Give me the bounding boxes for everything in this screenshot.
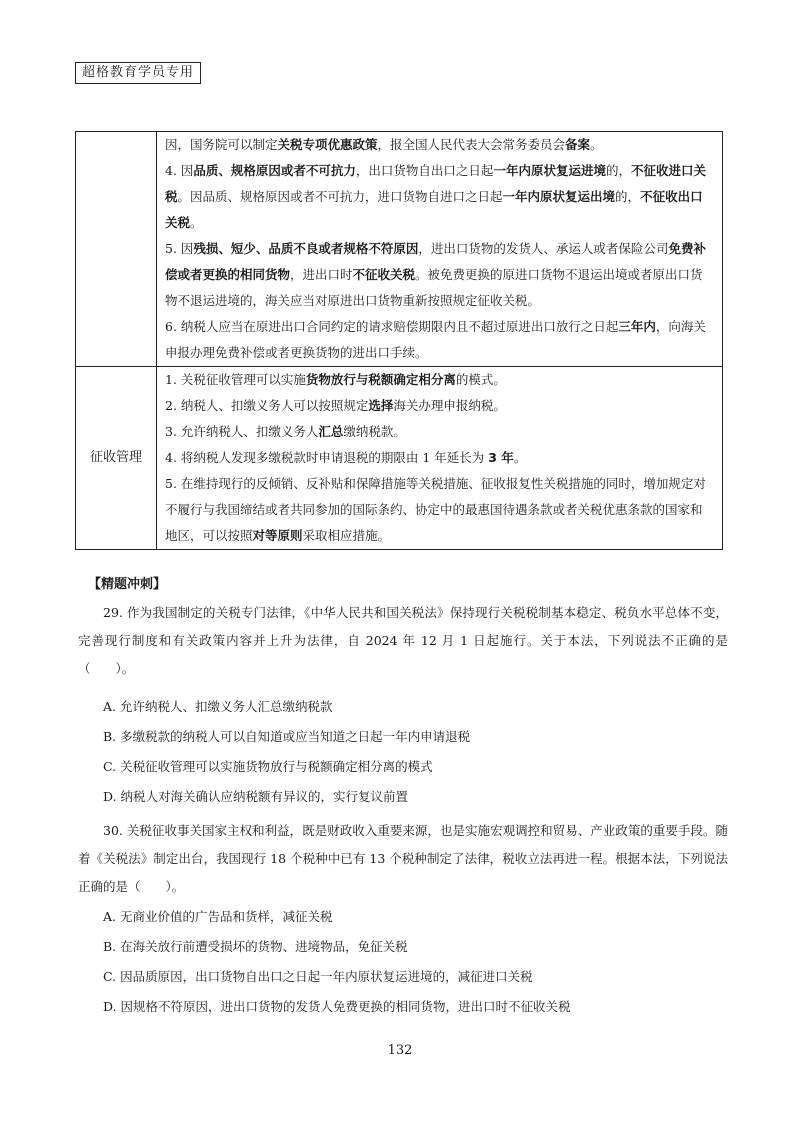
q30-option-c: C. 因品质原因，出口货物自出口之日起一年内原状复运进境的，减征进口关税	[103, 969, 533, 984]
text-run: 4. 将纳税人发现多缴税款时申请退税的期限由 1 年延长为	[165, 450, 489, 465]
text-run: ，向海关申报办理免费补偿或者更换货物的进出口手续。	[165, 319, 706, 360]
text-run: 。	[190, 215, 203, 230]
bold-text: 不征收进口关税	[165, 163, 706, 204]
row-content-collection	[157, 367, 723, 550]
para-r2-0	[165, 367, 714, 393]
q29-option-a: A. 允许纳税人、扣缴义务人汇总缴纳税款	[103, 699, 333, 714]
table-row-preferential	[76, 132, 723, 367]
bold-text: 不征收出口关税	[165, 189, 703, 230]
text-run: 。	[513, 450, 527, 465]
text-run: 的，	[615, 189, 641, 204]
section-title: 【精题冲刺】	[88, 577, 167, 592]
text-run: ，进出口时	[290, 267, 353, 282]
para-r1-0	[165, 132, 714, 158]
question-29-stem	[78, 599, 728, 683]
para-r2-2	[165, 419, 714, 445]
row-content-preferential	[157, 132, 723, 367]
bold-text: 一年内原状复运进境	[493, 163, 606, 178]
bold-text: 不征收关税	[352, 267, 416, 282]
q29-stem-text: 29. 作为我国制定的关税专门法律，《中华人民共和国关税法》保持现行关税税制基本稳定、税负水平总体不变，完善现行制度和有关政策内容并上升为法律，自 2024 年 12 月 1 日起施行。关于本法，下列说法不正确的是（ ）。	[78, 605, 728, 676]
q30-stem-text: 30. 关税征收事关国家主权和利益，既是财政收入重要来源，也是实施宏观调控和贸易、产业政策的重要手段。随着《关税法》制定出台，我国现行 18 个税种中已有 13 个税种制定了法律，税收立法再进一程。根据本法，下列说法正确的是（ ）。	[78, 823, 728, 894]
q30-option-a: A. 无商业价值的广告品和货样，减征关税	[103, 909, 333, 924]
q30-option-d: D. 因规格不符原因，进出口货物的发货人免费更换的相同货物，进出口时不征收关税	[103, 999, 571, 1014]
para-r1-3	[165, 314, 714, 366]
text-run: 的模式。	[455, 372, 506, 387]
row-label-empty	[76, 132, 157, 367]
text-run: 缴纳税款。	[343, 424, 406, 439]
para-r1-1	[165, 158, 714, 236]
text-run: 5. 在维持现行的反倾销、反补贴和保障措施等关税措施、征收报复性关税措施的同时，增加规定对不履行与我国缔结或者共同参加的国际条约、协定中的最惠国待遇条款或者关税优惠条款的国家和地区，可以按照	[165, 476, 706, 543]
table-row-collection	[76, 367, 723, 550]
bold-text: 三年内	[618, 319, 656, 334]
para-r1-2	[165, 236, 714, 314]
bold-text: 货物放行与税额确定相分离	[305, 372, 456, 387]
text-run: 。被免费更换的原进口货物不退运出境或者原出口货物不退运进境的，海关应当对原进出口货物重新按照规定征收关税。	[165, 267, 703, 308]
bold-text: 关税专项优惠政策	[277, 137, 378, 152]
bold-text: 一年内原状复运出境	[502, 189, 616, 204]
text-run: 4. 因	[165, 163, 194, 178]
page-number: 132	[387, 1043, 413, 1058]
bold-text: 品质、规格原因或者不可抗力	[193, 163, 356, 178]
q30-option-b: B. 在海关放行前遭受损坏的货物、进境物品，免征关税	[103, 939, 408, 954]
text-run: ，出口货物自出口之日起	[355, 163, 494, 178]
para-r2-4	[165, 471, 714, 549]
member-only-tag: 超格教育学员专用	[75, 62, 201, 84]
tariff-table	[75, 131, 723, 550]
bold-text: 免费补偿或者更换的相同货物	[165, 241, 706, 282]
text-run: 5. 因	[165, 241, 194, 256]
text-run: 1. 关税征收管理可以实施	[165, 372, 306, 387]
bold-text: 备案	[565, 137, 591, 152]
bold-text: 残损、短少、品质不良或者规格不符原因	[193, 241, 419, 256]
text-run: ，报全国人民代表大会常务委员会	[377, 137, 566, 152]
text-run: 6. 纳税人应当在原进出口合同约定的请求赔偿期限内且不超过原进出口放行之日起	[165, 319, 619, 334]
text-run: 因，国务院可以制定	[165, 137, 278, 152]
bold-text: 汇总	[318, 424, 344, 439]
text-run: ，进出口货物的发货人、承运人或者保险公司	[418, 241, 669, 256]
para-r2-3	[165, 445, 714, 471]
text-run: 海关办理申报纳税。	[393, 398, 506, 413]
bold-text: 对等原则	[252, 528, 303, 543]
q29-option-b: B. 多缴税款的纳税人可以自知道或应当知道之日起一年内申请退税	[103, 729, 471, 744]
text-run: 采取相应措施。	[302, 528, 391, 543]
text-run: 的，	[605, 163, 631, 178]
q29-option-d: D. 纳税人对海关确认应纳税额有异议的，实行复议前置	[103, 789, 409, 804]
question-30-stem	[78, 817, 728, 901]
q29-option-c: C. 关税征收管理可以实施货物放行与税额确定相分离的模式	[103, 759, 433, 774]
text-run: 。	[590, 137, 603, 152]
bold-text: 选择	[368, 398, 394, 413]
bold-text: 3 年	[488, 450, 514, 465]
row-label-collection: 征收管理	[76, 367, 157, 550]
text-run: 3. 允许纳税人、扣缴义务人	[165, 424, 319, 439]
text-run: 2. 纳税人、扣缴义务人可以按照规定	[165, 398, 369, 413]
para-r2-1	[165, 393, 714, 419]
text-run: 。因品质、规格原因或者不可抗力，进口货物自进口之日起	[177, 189, 503, 204]
